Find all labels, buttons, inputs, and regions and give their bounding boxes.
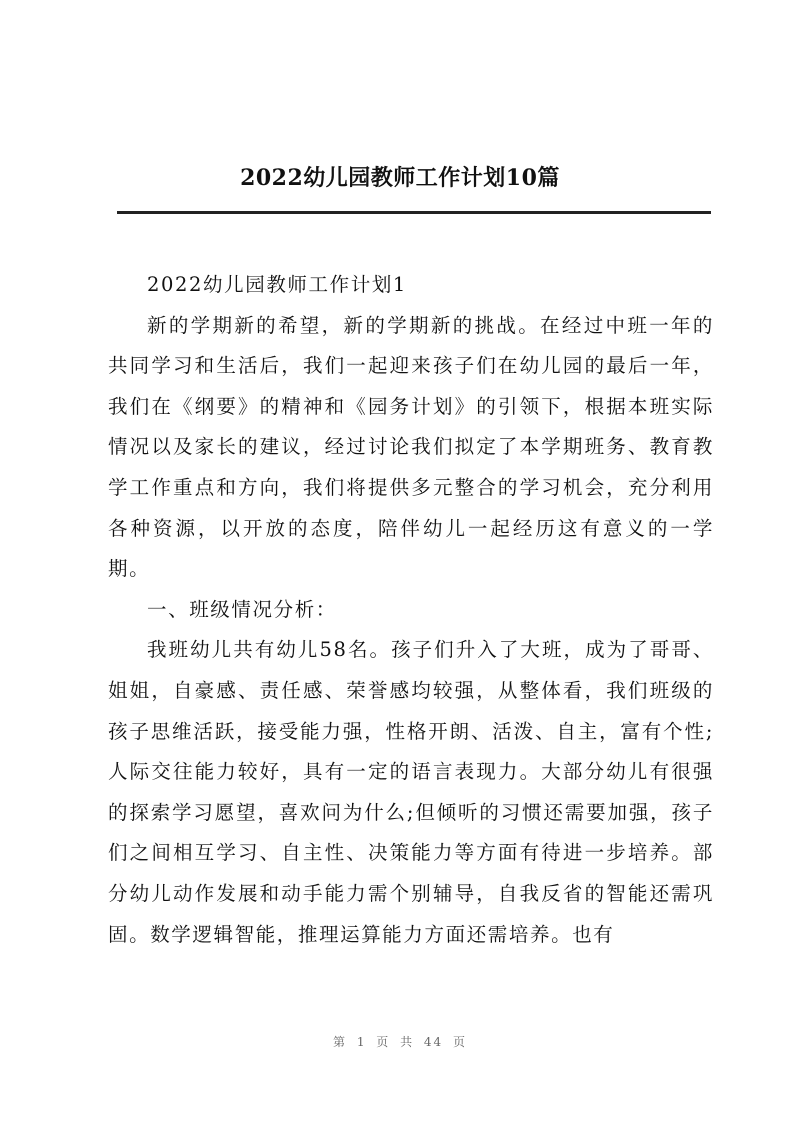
document-title: 2022幼儿园教师工作计划10篇 bbox=[240, 165, 560, 191]
section-heading-plan-1: 2022幼儿园教师工作计划1 bbox=[147, 273, 407, 296]
document-body bbox=[108, 265, 714, 955]
title-underline-rule bbox=[117, 211, 711, 214]
intro-paragraph: 新的学期新的希望，新的学期新的挑战。在经过中班一年的共同学习和生活后，我们一起迎来孩子们在幼儿园的最后一年，我们在《纲要》的精神和《园务计划》的引领下，根据本班实际情况以及家长的建议，经过讨论我们拟定了本学期班务、教育教学工作重点和方向，我们将提供多元整合的学习机会，充分利用各种资源，以开放的态度，陪伴幼儿一起经历这有意义的一学期。 bbox=[108, 313, 714, 581]
section-heading-class-analysis: 一、班级情况分析： bbox=[147, 597, 337, 621]
page-footer: 第 1 页 共 44 页 bbox=[333, 1035, 467, 1049]
class-analysis-paragraph: 我班幼儿共有幼儿58名。孩子们升入了大班，成为了哥哥、姐姐，自豪感、责任感、荣誉感均较强，从整体看，我们班级的孩子思维活跃，接受能力强，性格开朗、活泼、自主，富有个性;人际交往能力较好，具有一定的语言表现力。大部分幼儿有很强的探索学习愿望，喜欢问为什么;但倾听的习惯还需要加强，孩子们之间相互学习、自主性、决策能力等方面有待进一步培养。部分幼儿动作发展和动手能力需个别辅导，自我反省的智能还需巩固。数学逻辑智能，推理运算能力方面还需培养。也有 bbox=[108, 638, 714, 946]
